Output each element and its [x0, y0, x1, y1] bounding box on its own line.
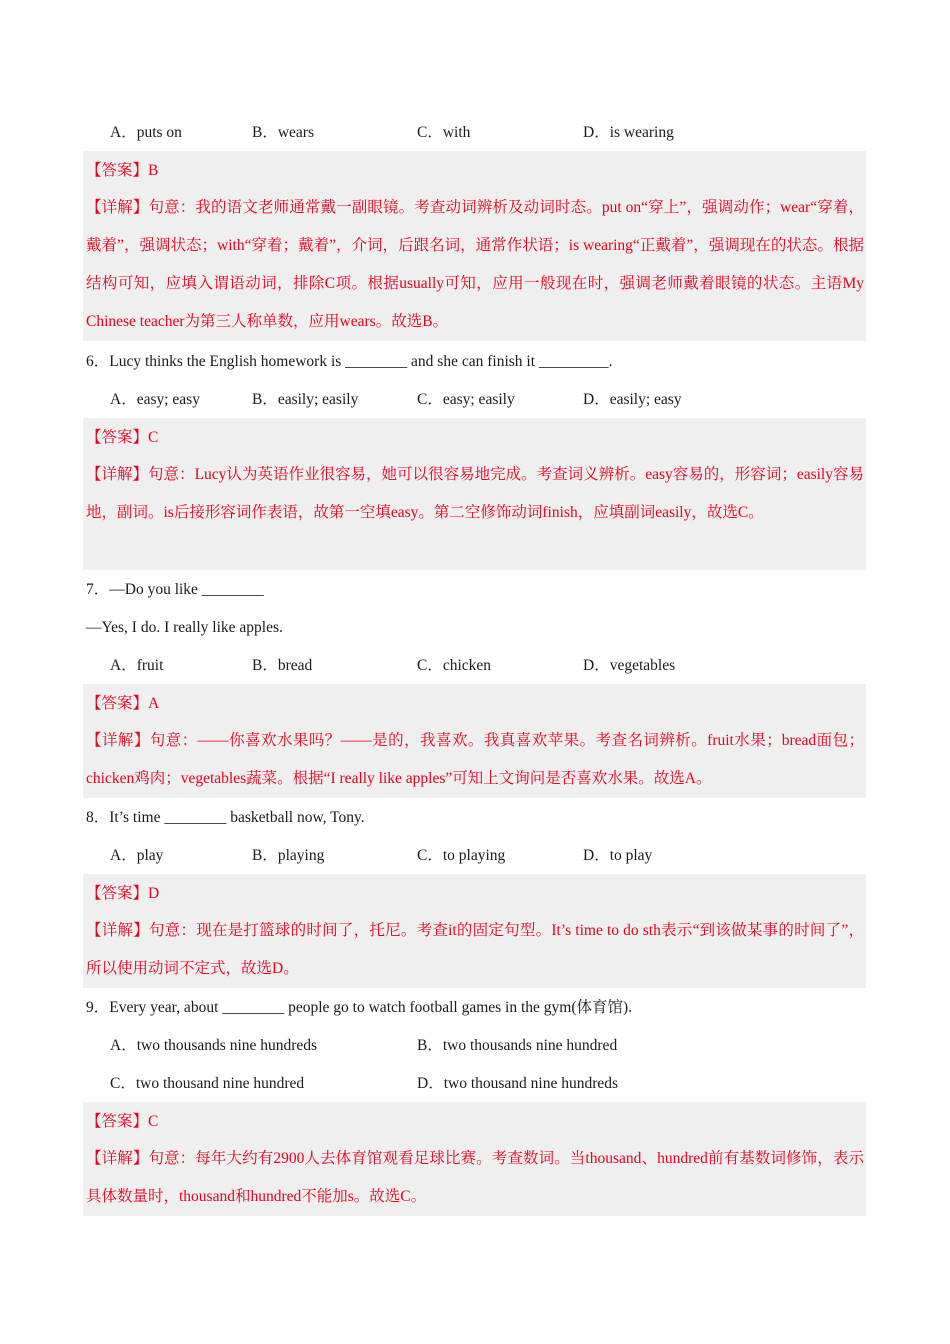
q5-option-c: C．with	[417, 124, 471, 141]
q6-question: 6．Lucy thinks the English homework is ________ and she can finish it _________.	[86, 353, 613, 370]
q7-reply: —Yes, I do. I really like apples.	[86, 619, 283, 636]
q7-question: 7．—Do you like ________	[86, 581, 264, 598]
q9-option-a: A．two thousands nine hundreds	[110, 1037, 318, 1054]
q9-option-b: B．two thousands nine hundred	[417, 1037, 618, 1054]
q6-option-c: C．easy; easily	[417, 391, 515, 408]
q5-answer: 【答案】B	[86, 162, 159, 179]
q7-option-d: D．vegetables	[583, 657, 676, 674]
q9-detail: 【详解】句意：每年大约有2900人去体育馆观看足球比赛。考查数词。当thousand、hundred前有基数词修饰，表示具体数量时，thousand和hundred不能加s。故选C。	[86, 1150, 864, 1205]
q6-option-d: D．easily; easy	[583, 391, 682, 408]
q9-answer: 【答案】C	[86, 1113, 159, 1130]
q8-answer: 【答案】D	[86, 885, 160, 902]
q5-option-b: B．wears	[252, 124, 314, 141]
q8-option-b: B．playing	[252, 847, 325, 864]
q7-answer: 【答案】A	[86, 695, 160, 712]
q9-option-c: C．two thousand nine hundred	[110, 1075, 305, 1092]
q8-detail: 【详解】句意：现在是打篮球的时间了，托尼。考查it的固定句型。It’s time to do sth表示“到该做某事的时间了”，所以使用动词不定式，故选D。	[86, 922, 864, 977]
q6-option-a: A．easy; easy	[110, 391, 200, 408]
q7-option-c: C．chicken	[417, 657, 492, 674]
q5-detail: 【详解】句意：我的语文老师通常戴一副眼镜。考查动词辨析及动词时态。put on“穿上”，强调动作；wear“穿着，戴着”，强调状态；with“穿着；戴着”，介词，后跟名词，通常作状语；is wearing“正戴着”，强调现在的状态。根据结构可知，应填入谓语动词，排除C项。根据usually可知，应用一般现在时，强调老师戴着眼镜的状态。主语My Chinese teacher为第三人称单数，应用wears。故选B。	[86, 199, 864, 330]
q6-option-b: B．easily; easily	[252, 391, 359, 408]
q7-option-b: B．bread	[252, 657, 313, 674]
q5-option-d: D．is wearing	[583, 124, 674, 141]
q8-option-c: C．to playing	[417, 847, 506, 864]
q9-question: 9．Every year, about ________ people go to watch football games in the gym(体育馆).	[86, 999, 633, 1016]
q8-question: 8．It’s time ________ basketball now, Tony.	[86, 809, 365, 826]
q6-answer: 【答案】C	[86, 429, 159, 446]
q8-option-a: A．play	[110, 847, 164, 864]
q8-option-d: D．to play	[583, 847, 653, 864]
q7-detail: 【详解】句意：——你喜欢水果吗？——是的，我喜欢。我真喜欢苹果。考查名词辨析。fruit水果；bread面包；chicken鸡肉；vegetables蔬菜。根据“I really like apples”可知上文询问是否喜欢水果。故选A。	[86, 732, 864, 787]
q5-option-a: A．puts on	[110, 124, 182, 141]
q6-detail: 【详解】句意：Lucy认为英语作业很容易，她可以很容易地完成。考查词义辨析。easy容易的，形容词；easily容易地，副词。is后接形容词作表语，故第一空填easy。第二空修饰动词finish，应填副词easily，故选C。	[86, 466, 864, 521]
q9-option-d: D．two thousand nine hundreds	[417, 1075, 619, 1092]
q7-option-a: A．fruit	[110, 657, 164, 674]
